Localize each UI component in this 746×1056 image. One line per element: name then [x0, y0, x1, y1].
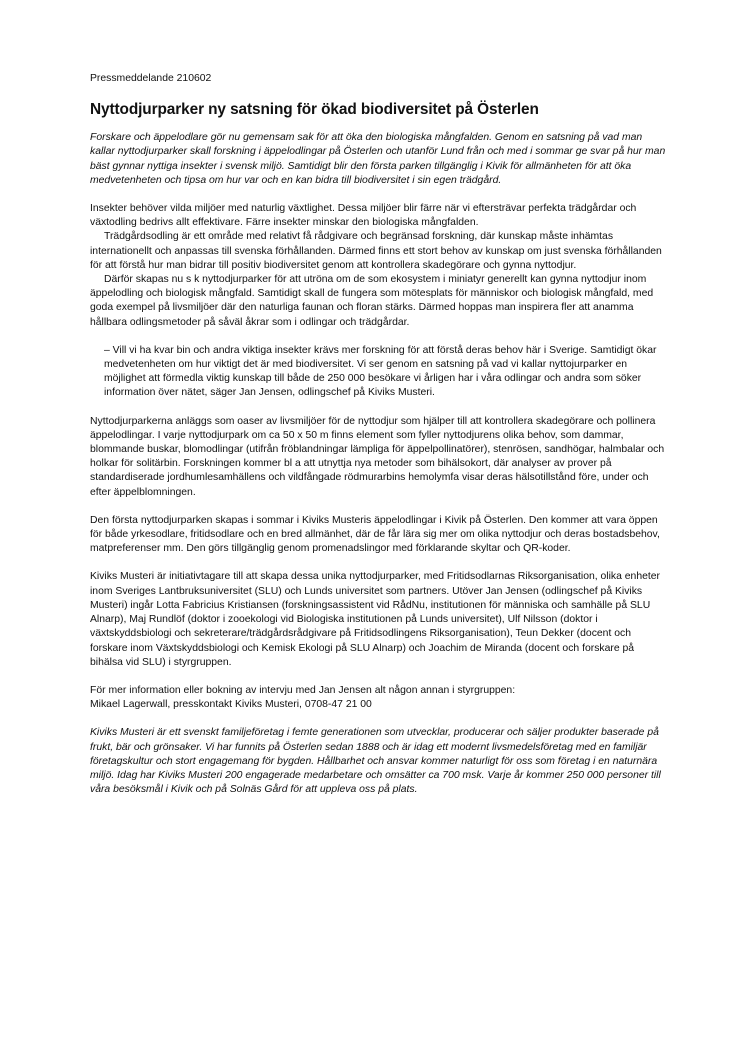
paragraph-parks: Därför skapas nu s k nyttodjurparker för att utröna om de som ekosystem i miniatyr generellt kan gynna nyttodjur inom äppelodling och biologisk mångfald. Samtidigt skall de fungera som mötesplats för människor och biologisk mångfald, med goda exempel på livsmiljöer där den naturliga faunan och floran stärks. Därmed hoppas man inspirera fler att anamma hållbara odlingsmetoder på såväl åkrar som i odlingar och trädgårdar.	[90, 274, 654, 328]
contact-section	[90, 684, 668, 712]
intro-section	[90, 202, 668, 330]
press-release-label: Pressmeddelande 210602	[90, 73, 212, 84]
page-title: Nyttodjurparker ny satsning för ökad biodiversitet på Österlen	[90, 101, 539, 119]
contact-intro: För mer information eller bokning av intervju med Jan Jensen alt någon annan i styrgruppen:	[90, 684, 516, 696]
lead-paragraph: Forskare och äppelodlare gör nu gemensam sak för att öka den biologiska mångfalden. Genom en satsning på vad man kallar nyttodjurparker skall forskning i äppelodlingar på Österlen och utanför Lund från och med i sommar ge svar på hur man bäst gynnar nyttiga insekter i svensk miljö. Samtidigt blir den första parken tillgänglig i Kivik för allmänheten för att öka medvetenheten och tipsa om hur var och en kan bidra till biodiversitet i sin egen trädgård.	[90, 132, 666, 186]
contact-person: Mikael Lagerwall, presskontakt Kiviks Musteri, 0708-47 21 00	[90, 699, 372, 711]
paragraph-park-elements: Nyttodjurparkerna anläggs som oaser av livsmiljöer för de nyttodjur som hjälper till att kontrollera skadegörare och pollinera äppelodlingar. I varje nyttodjurpark om ca 50 x 50 m finns element som fyller nyttodjurens olika behov, som dammar, blommande buskar, blomodlingar (utifrån fröblandningar lämpliga för äppelpollinatörer), stenrösen, sandhögar, halmbalar och holkar för solitärbin. Forskningen kommer bl a att utnyttja nya metoder som bihälsokort, där analyser av prover på standardiserade jordhumlesamhällens och vildfångade rödmurarbins hemolymfa visar deras hälsotillstånd före, under och efter äppelblomningen.	[90, 415, 665, 498]
paragraph-insects: Insekter behöver vilda miljöer med naturlig växtlighet. Dessa miljöer blir färre när vi eftersträvar perfekta trädgårdar och växtodling bedrivs allt effektivare. Färre insekter minskar den biologiska mångfalden.	[90, 203, 637, 229]
paragraph-partners: Kiviks Musteri är initiativtagare till att skapa dessa unika nyttodjurparker, med Fritidsodlarnas Riksorganisation, olika enheter inom Sveriges Lantbruksuniversitet (SLU) och Lunds universitet som partners. Utöver Jan Jensen (odlingschef på Kiviks Musteri) ingår Lotta Fabricius Kristiansen (forskningsassistent vid RådNu, institutionen för människa och samhälle på SLU Alnarp), Maj Rundlöf (doktor i zooekologi vid Biologiska institutionen på Lunds universitet), Ulf Nilsson (doktor i växtskyddsbiologi och sekreterare/trädgårdsrådgivare på Fritidsodlingens Riksorganisation), Teun Dekker (docent och forskare inom Växtskyddsbiologi och Kemisk Ekologi på SLU Alnarp) och Joachim de Miranda (docent och forskare på bihälsa vid SLU) i styrgruppen.	[90, 571, 661, 668]
document-page	[90, 72, 668, 797]
paragraph-horticulture: Trädgårdsodling är ett område med relativt få rådgivare och begränsad forskning, där kunskap måste inhämtas internationellt och anpassas till svenska förhållanden. Därmed finns ett stort behov av kunskap om just svenska förhållanden för att förstå hur man bidrar till positiv biodiversitet genom att kontrollera skadegörare och gynna nyttodjur.	[90, 231, 662, 271]
quote-paragraph: – Vill vi ha kvar bin och andra viktiga insekter krävs mer forskning för att förstå deras behov här i Sverige. Samtidigt ökar medvetenheten om hur viktigt det är med biodiversitet. Vi ser genom en satsning på vad vi kallar nyttojurparker en möjlighet att förmedla viktig kunskap till både de 250 000 besökare vi årligen har i våra odlingar och andra som söker information över nätet, säger Jan Jensen, odlingschef på Kiviks Musteri.	[104, 344, 657, 399]
company-boilerplate: Kiviks Musteri är ett svenskt familjeföretag i femte generationen som utvecklar, producerar och säljer produkter baserade på frukt, bär och grönsaker. Vi har funnits på Österlen sedan 1888 och är idag ett modernt livsmedelsföretag med en familjär företagskultur och stort engagemang för bygden. Hållbarhet och ansvar kommer naturligt för oss som företag i en naturnära miljö. Idag har Kiviks Musteri 200 engagerade medarbetare och omsätter ca 700 msk. Varje år kommer 250 000 personer till våra besöksmål i Kivik och på Solnäs Gård för att uppleva oss på plats.	[90, 727, 661, 796]
paragraph-first-park: Den första nyttodjurparken skapas i sommar i Kiviks Musteris äppelodlingar i Kivik på Österlen. Den kommer att vara öppen för både yrkesodlare, fritidsodlare och en bred allmänhet, där de får lära sig mer om olika nyttodjur och deras bostadsbehov, matpreferenser mm. Den görs tillgänglig genom promenadslingor med förklarande skyltar och QR-koder.	[90, 514, 660, 555]
